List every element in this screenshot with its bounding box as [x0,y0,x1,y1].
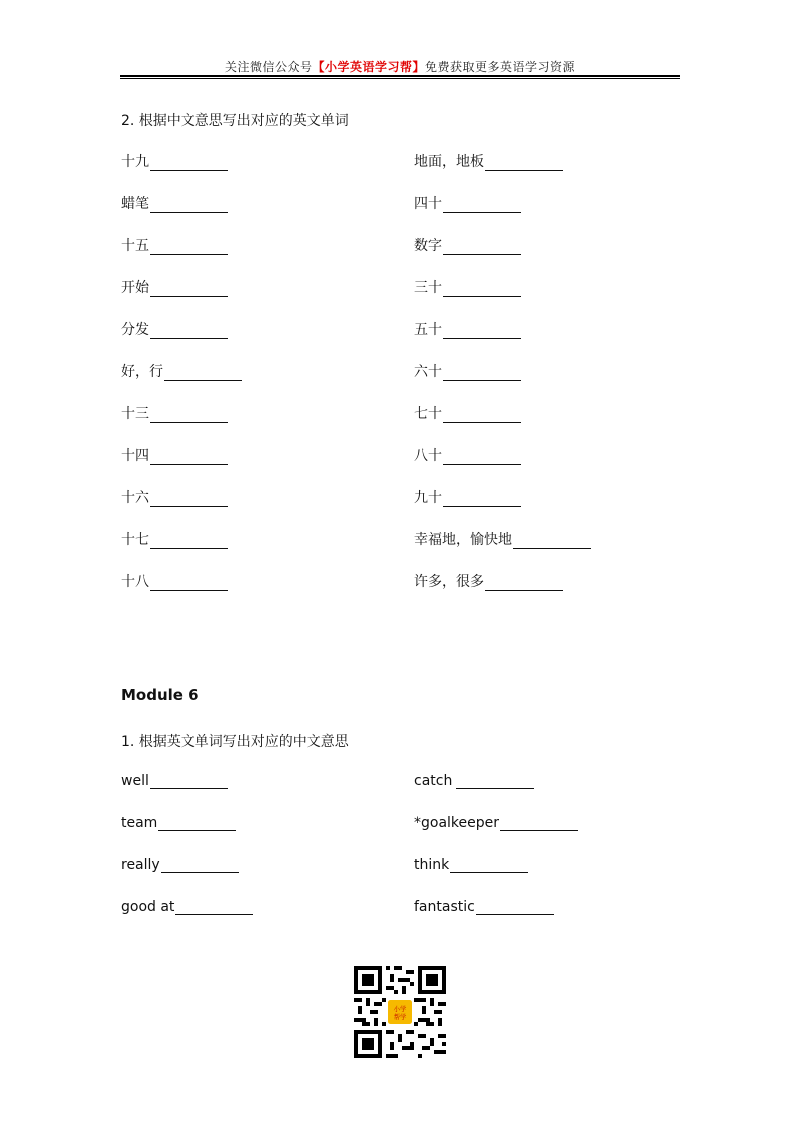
header-rule-thin [120,78,680,79]
answer-blank[interactable] [150,324,228,339]
exercise-item: 七十 [414,403,521,423]
exercise-item: 三十 [414,277,521,297]
answer-blank[interactable] [150,576,228,591]
answer-blank[interactable] [443,282,521,297]
answer-blank[interactable] [150,156,228,171]
answer-blank[interactable] [476,900,554,915]
qr-badge-line2: 帮学 [393,1013,407,1022]
exercise-item: 四十 [414,193,521,213]
answer-blank[interactable] [443,324,521,339]
header-suffix: 免费获取更多英语学习资源 [425,60,576,74]
answer-blank[interactable] [513,534,591,549]
exercise-item: fantastic [414,899,554,915]
exercise-item: 数字 [414,235,521,255]
header-rule-thick [120,75,680,77]
exercise-item: 蜡笔 [121,193,228,213]
exercise-item: 九十 [414,487,521,507]
answer-blank[interactable] [443,198,521,213]
exercise-item: 五十 [414,319,521,339]
answer-blank[interactable] [164,366,242,381]
header-prefix: 关注微信公众号 [224,60,313,74]
exercise-item: 许多，很多 [414,571,563,591]
section-heading-zh-to-en: 2. 根据中文意思写出对应的英文单词 [121,113,349,129]
answer-blank[interactable] [158,816,236,831]
answer-blank[interactable] [161,858,239,873]
exercise-item: think [414,857,528,873]
section-heading-en-to-zh: 1. 根据英文单词写出对应的中文意思 [121,734,349,750]
answer-blank[interactable] [456,774,534,789]
answer-blank[interactable] [450,858,528,873]
exercise-item: 幸福地，愉快地 [414,529,591,549]
exercise-item: 十三 [121,403,228,423]
answer-blank[interactable] [150,240,228,255]
exercise-item: well [121,773,228,789]
qr-code-icon [354,966,446,1058]
exercise-item: 分发 [121,319,228,339]
answer-blank[interactable] [443,366,521,381]
exercise-item: 十九 [121,151,228,171]
answer-blank[interactable] [443,240,521,255]
answer-blank[interactable] [150,198,228,213]
module-title: Module 6 [121,686,199,704]
answer-blank[interactable] [150,450,228,465]
answer-blank[interactable] [485,576,563,591]
answer-blank[interactable] [443,492,521,507]
exercise-item: 十五 [121,235,228,255]
exercise-item: 开始 [121,277,228,297]
exercise-item: really [121,857,239,873]
qr-badge-line1: 小学 [393,1004,407,1013]
exercise-item: catch [414,773,534,789]
answer-blank[interactable] [150,534,228,549]
answer-blank[interactable] [485,156,563,171]
exercise-item: 十八 [121,571,228,591]
page-header [120,58,680,75]
answer-blank[interactable] [150,282,228,297]
answer-blank[interactable] [150,492,228,507]
exercise-item: 十四 [121,445,228,465]
exercise-item: 地面，地板 [414,151,563,171]
header-highlight: 【小学英语学习帮】 [312,60,425,74]
answer-blank[interactable] [500,816,578,831]
exercise-item: 好，行 [121,361,242,381]
exercise-item: 十六 [121,487,228,507]
exercise-item: *goalkeeper [414,815,578,831]
answer-blank[interactable] [150,408,228,423]
answer-blank[interactable] [443,408,521,423]
exercise-item: 六十 [414,361,521,381]
answer-blank[interactable] [175,900,253,915]
exercise-item: good at [121,899,253,915]
answer-blank[interactable] [443,450,521,465]
answer-blank[interactable] [150,774,228,789]
exercise-item: team [121,815,236,831]
exercise-item: 八十 [414,445,521,465]
exercise-item: 十七 [121,529,228,549]
